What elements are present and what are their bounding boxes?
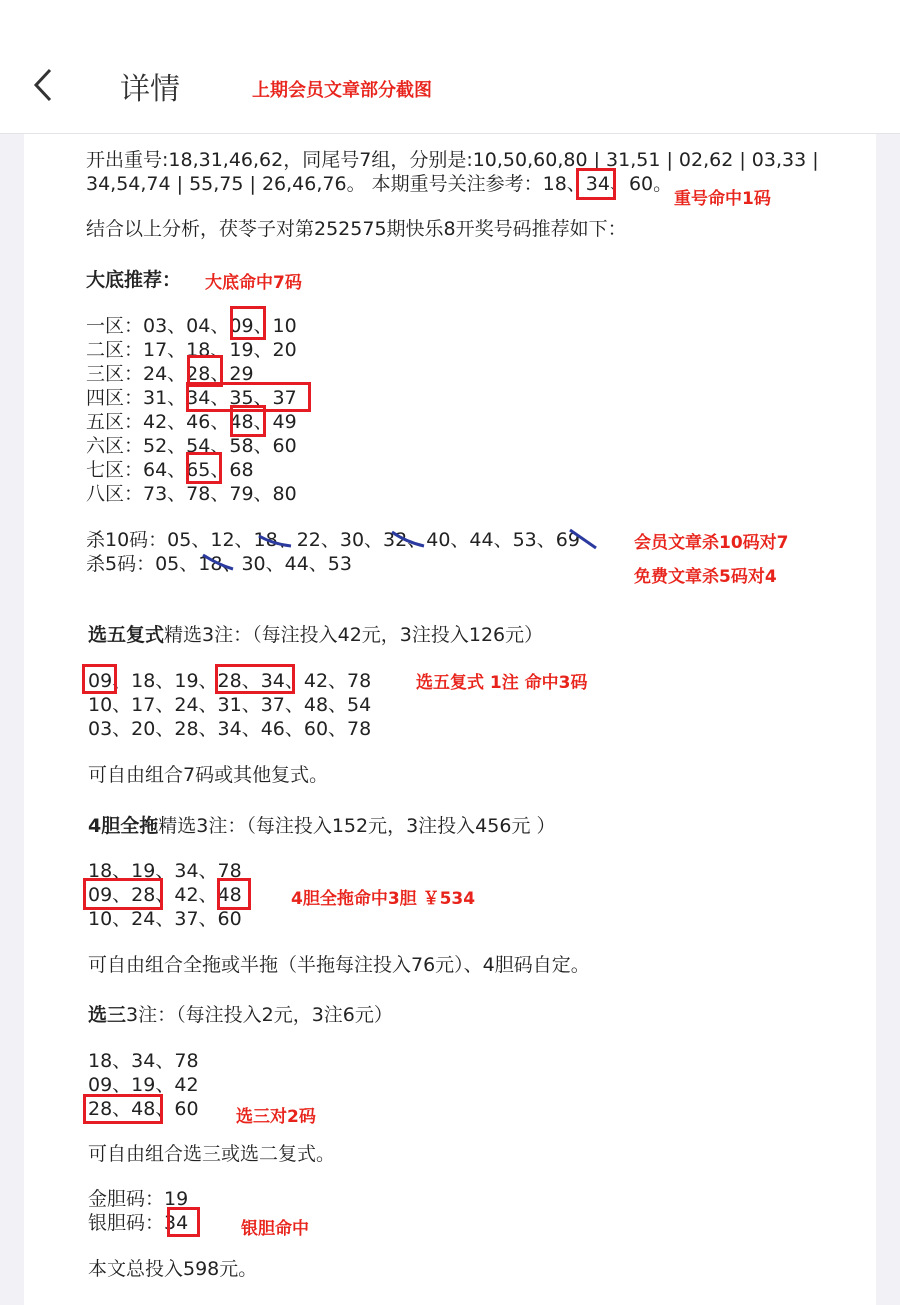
dadi-row: 五区：42、46、48、49 bbox=[86, 411, 297, 433]
xuanwu-row: 10、17、24、31、37、48、54 bbox=[88, 694, 372, 716]
app-header bbox=[0, 0, 900, 134]
hit-highlight-box bbox=[230, 405, 266, 437]
hit-highlight-box bbox=[230, 306, 266, 340]
hit-highlight-box bbox=[576, 168, 616, 200]
xuanwu-title-bold: 选五复式 bbox=[88, 624, 165, 646]
strike-mark bbox=[201, 551, 237, 575]
xuanwu-footer: 可自由组合7码或其他复式。 bbox=[88, 764, 329, 786]
hit-highlight-box bbox=[186, 452, 222, 484]
silver-dan-annotation: 银胆命中 bbox=[241, 1219, 309, 1239]
dan4-row: 10、24、37、60 bbox=[88, 908, 242, 930]
xuansan-footer: 可自由组合选三或选二复式。 bbox=[88, 1143, 336, 1165]
xuansan-row: 18、34、78 bbox=[88, 1050, 199, 1072]
xuanwu-row: 03、20、28、34、46、60、78 bbox=[88, 718, 372, 740]
intro-line-1: 开出重号:18,31,46,62，同尾号7组，分别是:10,50,60,80 | 31,51 | 02,62 | 03,33 | bbox=[86, 149, 819, 171]
kill10-annotation: 会员文章杀10码对7 bbox=[634, 533, 789, 553]
dadi-title: 大底推荐： bbox=[86, 269, 182, 291]
silver-dan-line: 银胆码：34 bbox=[88, 1212, 189, 1234]
dadi-row: 七区：64、65、68 bbox=[86, 459, 254, 481]
hit-highlight-box bbox=[83, 878, 163, 910]
gold-dan-line: 金胆码：19 bbox=[88, 1188, 189, 1210]
hit-highlight-box bbox=[167, 1207, 200, 1237]
xuansan-row: 28、48、60 bbox=[88, 1098, 199, 1120]
hit-highlight-box bbox=[215, 664, 295, 694]
dadi-row: 六区：52、54、58、60 bbox=[86, 435, 297, 457]
dan4-title-bold: 4胆全拖 bbox=[88, 815, 159, 837]
dadi-row: 四区：31、34、35、37 bbox=[86, 387, 297, 409]
dan4-row: 18、19、34、78 bbox=[88, 860, 242, 882]
xuanwu-title bbox=[88, 623, 543, 647]
xuanwu-title-rest: 精选3注：（每注投入42元，3注投入126元） bbox=[164, 624, 544, 646]
strike-mark bbox=[257, 526, 293, 552]
dan4-row: 09、28、42、48 bbox=[88, 884, 242, 906]
strike-mark bbox=[390, 526, 426, 552]
hit-highlight-box bbox=[82, 664, 117, 694]
back-arrow-icon[interactable] bbox=[30, 66, 64, 104]
header-annotation: 上期会员文章部分截图 bbox=[252, 80, 432, 101]
hit-highlight-box bbox=[217, 878, 251, 910]
kill10-line: 杀10码：05、12、18、22、30、32、40、44、53、69 bbox=[86, 529, 580, 551]
xuansan-title bbox=[88, 1003, 393, 1027]
kill5-annotation: 免费文章杀5码对4 bbox=[634, 567, 777, 587]
strike-mark bbox=[566, 526, 602, 552]
dadi-annotation: 大底命中7码 bbox=[205, 273, 302, 293]
dadi-row: 一区：03、04、09、10 bbox=[86, 315, 297, 337]
xuansan-row: 09、19、42 bbox=[88, 1074, 199, 1096]
dan4-title-rest: 精选3注：（每注投入152元，3注投入456元 ） bbox=[158, 815, 556, 837]
hit-highlight-box bbox=[83, 1094, 163, 1124]
dadi-row: 三区：24、28、29 bbox=[86, 363, 254, 385]
xuansan-title-bold: 选三 bbox=[88, 1004, 127, 1026]
intro-line-3: 结合以上分析，茯苓子对第252575期快乐8开奖号码推荐如下： bbox=[86, 218, 627, 240]
dadi-row: 八区：73、78、79、80 bbox=[86, 483, 297, 505]
xuansan-annotation: 选三对2码 bbox=[236, 1107, 316, 1127]
page-title: 详情 bbox=[120, 72, 180, 107]
xuansan-title-rest: 3注：（每注投入2元，3注6元） bbox=[126, 1004, 393, 1026]
total-investment: 本文总投入598元。 bbox=[88, 1258, 258, 1280]
intro-line-2: 34,54,74 | 55,75 | 26,46,76。 本期重号关注参考：18、34、60。 bbox=[86, 173, 673, 195]
xuanwu-row: 09、18、19、28、34、42、78 bbox=[88, 670, 372, 692]
dan4-title bbox=[88, 814, 555, 838]
dan4-footer: 可自由组合全拖或半拖（半拖每注投入76元）、4胆码自定。 bbox=[88, 954, 590, 976]
xuanwu-annotation: 选五复式 1注 命中3码 bbox=[416, 673, 588, 693]
kill5-line: 杀5码：05、18、30、44、53 bbox=[86, 553, 352, 575]
dan4-annotation: 4胆全拖命中3胆 ￥534 bbox=[291, 889, 476, 909]
repeat-hit-annotation: 重号命中1码 bbox=[674, 189, 771, 209]
dadi-row: 二区：17、18、19、20 bbox=[86, 339, 297, 361]
